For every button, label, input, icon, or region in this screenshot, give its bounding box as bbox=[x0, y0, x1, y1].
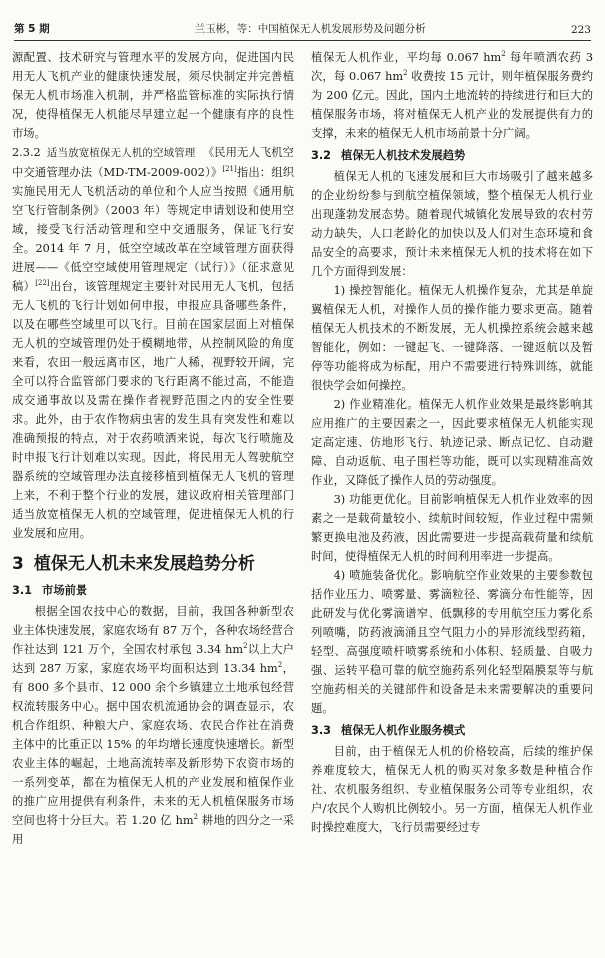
page-header bbox=[14, 14, 591, 41]
paragraph-text: 出台，该管理规定主要针对民用无人飞机，包括无人飞机的飞行计划如何申报，申报应具备哪些条件，以及在哪些空域里可以飞行。目前在国家层面上对植保无人机的空域管理仍处于模糊地带，从控制风险的角度来看，农田一般远离市区，地广人稀，视野较开阔，完全可以符合监管部门要求的飞行距离不能过高，不能造成交通事故以及需在操作者视野范围之内的安全性要求。此外，由于农作物病虫害的发生具有突发性和难以准确预报的特点，对于农药喷洒来说，每次飞行喷施及时申报飞行计划难以实现。因此，将民用无人驾驶航空器系统的空域管理办法直接移植到植保无人飞机的管理上来，不利于整个行业的发展，建议政府相关管理部门适当放宽植保无人机的空域管理，促进植保无人机的行业发展和应用。 bbox=[12, 280, 294, 540]
paragraph-text: 《民用无人飞机空中交通管理办法（MD-TM-2009-002）》 bbox=[12, 146, 294, 179]
paragraph-intro: 植保无人机的飞速发展和巨大市场吸引了越来越多的企业纷纷参与到航空植保领域，整个植保无人机行业出现蓬勃发展态势。随着现代城镇化发展导致的农村劳动力缺失，人口老龄化的加快以及人们对生态环境和食品安全的高要求，预计未来植保无人机的技术将在如下几个方面得到发展： bbox=[311, 170, 593, 278]
right-column bbox=[311, 48, 593, 837]
list-item: 2) 作业精准化。植保无人机作业效果是最终影响其应用推广的主要因素之一，因此要求植保无人机能实现定高定速、仿地形飞行、轨迹记录、断点记忆、自动避障、自动返航、电子围栏等功能，既可以实现精准高效作业，又降低了操作人员的劳动强度。 bbox=[311, 398, 593, 487]
subsection-title: 植保无人机技术发展趋势 bbox=[341, 149, 466, 162]
subsection-title: 市场前景 bbox=[42, 584, 88, 597]
subsection-title: 适当放宽植保无人机的空域管理 bbox=[46, 147, 196, 159]
section-number: 3 bbox=[12, 554, 24, 574]
superscript: 2 bbox=[277, 661, 283, 670]
paragraph-text: 耕地的四分之一采用 bbox=[12, 814, 294, 846]
issue-number: 第 5 期 bbox=[14, 23, 50, 35]
subsection-heading bbox=[311, 721, 593, 740]
list-item: 3) 功能更优化。目前影响植保无人机作业效率的因素之一是载荷量较小、续航时间较短，作业过程中需频繁更换电池及药液，因此需要进一步提高载荷量和续航时间，使得植保无人机的时间利用率进一步提高。 bbox=[311, 493, 593, 563]
subsection-number: 2.3.2 bbox=[12, 146, 41, 159]
list-item: 4) 喷施装备优化。影响航空作业效果的主要参数包括作业压力、喷雾量、雾滴粒径、雾滴分布性能等，因此研发与优化雾滴谱窄、低飘移的专用航空压力雾化系列喷嘴，防药液滴涌且空气阻力小的异形流线型药箱，轻型、高强度喷杆喷雾系统和小体积、轻质量、自吸力强、运转平稳可靠的航空施药系列化轻型隔膜泵等与航空施药相关的关键部件和设备是未来需要解决的重要问题。 bbox=[311, 569, 593, 715]
section-title: 植保无人机未来发展趋势分析 bbox=[33, 554, 255, 574]
paragraph-text: 指出：组织实施民用无人飞机活动的单位和个人应当按照《通用航空飞行管制条例》（2003 年）等规定申请划设和使用空域，接受飞行活动管理和空中交通服务，保证飞行安全。2014 年 7 月，低空空域改革在空域管理方面获得进展——《低空空域使用管理规定（试行）》（征求意见稿） bbox=[12, 166, 294, 293]
paragraph-continued: 源配置、技术研究与管理水平的发展方向，促进国内民用无人飞机产业的健康快速发展，须尽快制定并完善植保无人机市场准入机制，并严格监管标准的实际执行情况，使得植保无人机能尽早建立起一个健康有序的良性市场。 bbox=[12, 51, 294, 140]
paragraph-text: 植保无人机作业，平均每 0.067 hm bbox=[311, 51, 502, 64]
superscript: 2 bbox=[501, 50, 506, 59]
superscript: 2 bbox=[243, 642, 248, 651]
paragraph-text: 以上大户达到 287 万家，家庭农场平均面积达到 13.34 hm bbox=[12, 643, 294, 675]
paragraph-text: 收费按 15 元计，则年植保服务费约为 200 亿元。因此，国内土地流转的持续进行和巨大的植保服务市场，将对植保无人机产业的发展提供有力的支撑，未来的植保无人机市场前景十分广阔。 bbox=[311, 70, 593, 140]
paragraph-text: ，有 800 多个县市、12 000 余个乡镇建立土地承包经营权流转服务中心。据中国农机流通协会的调查显示，农机合作组织、种粮大户、家庭农场、农民合作社在消费主体中的比重正以 15% 的年均增长速度快速增长。新型农业主体的崛起，土地高流转率及新形势下农资市场的一系列变革，都在为植保无人机的产业发展和植保作业的推广应用提供有利条件，未来的无人机植保服务市场空间也将十分巨大。若 1.20 亿 hm bbox=[12, 662, 294, 827]
paragraph-text: 每年喷洒农药 3 次，每 0.067 hm bbox=[311, 51, 594, 83]
left-column bbox=[12, 48, 294, 849]
subsection-2-3-2 bbox=[12, 143, 294, 543]
subsection-number: 3.1 bbox=[12, 584, 33, 597]
list-item: 1) 操控智能化。植保无人机操作复杂，尤其是单旋翼植保无人机，对操作人员的操作能力要求更高。随着植保无人机技术的不断发展，无人机操控系统会越来越智能化，例如：一键起飞、一键降落、一键返航以及暂停等功能将成为标配，用户不需要进行特殊训练，就能很快学会如何操控。 bbox=[311, 284, 593, 392]
subsection-number: 3.3 bbox=[311, 724, 332, 737]
section-heading bbox=[12, 553, 294, 575]
citation-ref: [22] bbox=[35, 279, 50, 288]
subsection-number: 3.2 bbox=[311, 149, 332, 162]
superscript: 2 bbox=[193, 813, 199, 822]
paragraph-service: 目前，由于植保无人机的价格较高，后续的维护保养难度较大，植保无人机的购买对象多数是种植合作社、农机服务组织、专业植保服务公司等专业组织，农户/农民个人购机比例较小。另一方面，植保无人机作业时操控难度大，飞行员需要经过专 bbox=[311, 745, 593, 834]
subsection-heading bbox=[311, 146, 593, 165]
citation-ref: [21] bbox=[222, 165, 237, 174]
paragraph-text: 根据全国农技中心的数据，目前，我国各种新型农业主体快速发展，家庭农场有 87 万个，各种农场经营合作社达到 121 万个，全国农村承包 3.34 hm bbox=[12, 605, 294, 656]
subsection-title: 植保无人机作业服务模式 bbox=[341, 724, 466, 737]
paragraph-market bbox=[12, 602, 294, 849]
subsection-heading bbox=[12, 581, 294, 600]
paragraph-continued bbox=[311, 48, 593, 143]
superscript: 2 bbox=[403, 69, 408, 78]
page-number: 223 bbox=[570, 24, 591, 36]
running-title: 兰玉彬，等：中国植保无人机发展形势及问题分析 bbox=[194, 23, 426, 35]
